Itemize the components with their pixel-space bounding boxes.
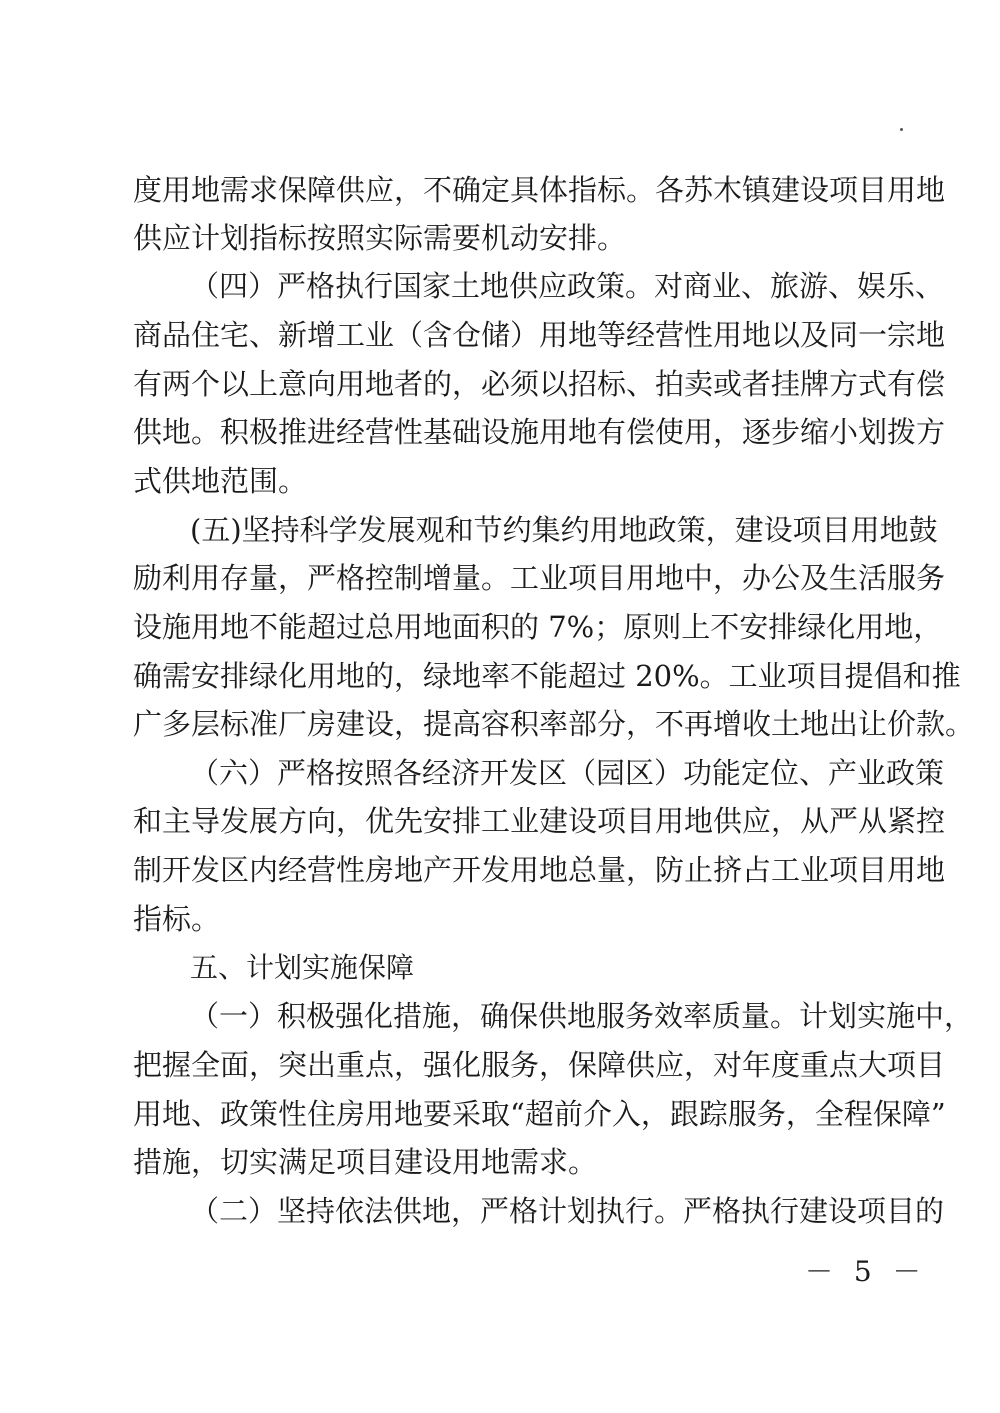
paragraph-line: 供应计划指标按照实际需要机动安排。 [133, 221, 627, 255]
paragraph-line: 确需安排绿化用地的，绿地率不能超过 20%。工业项目提倡和推 [133, 659, 961, 693]
paragraph-line: 制开发区内经营性房地产开发用地总量，防止挤占工业项目用地 [133, 853, 946, 887]
paragraph-line: 有两个以上意向用地者的，必须以招标、拍卖或者挂牌方式有偿 [133, 367, 946, 401]
paragraph-line: 和主导发展方向，优先安排工业建设项目用地供应，从严从紧控 [133, 804, 946, 838]
scan-speck [900, 128, 903, 131]
paragraph-line: （六）严格按照各经济开发区（园区）功能定位、产业政策 [190, 756, 945, 790]
paragraph-line: （二）坚持依法供地，严格计划执行。严格执行建设项目的 [190, 1194, 945, 1228]
paragraph-line: (五)坚持科学发展观和节约集约用地政策，建设项目用地鼓 [190, 513, 938, 547]
page-number: － 5 － [805, 1255, 927, 1288]
paragraph-line: 广多层标准厂房建设，提高容积率部分，不再增收土地出让价款。 [133, 707, 975, 741]
paragraph-line: 设施用地不能超过总用地面积的 7%；原则上不安排绿化用地， [133, 610, 943, 644]
paragraph-line: 商品住宅、新增工业（含仓储）用地等经营性用地以及同一宗地 [133, 318, 946, 352]
paragraph-line: 励利用存量，严格控制增量。工业项目用地中，办公及生活服务 [133, 561, 946, 595]
paragraph-line: 措施，切实满足项目建设用地需求。 [133, 1145, 598, 1179]
paragraph-line: 指标。 [133, 902, 221, 936]
paragraph-line: 式供地范围。 [133, 464, 308, 498]
paragraph-line: 度用地需求保障供应，不确定具体指标。各苏木镇建设项目用地 [133, 173, 946, 207]
paragraph-line: 供地。积极推进经营性基础设施用地有偿使用，逐步缩小划拨方 [133, 415, 946, 449]
paragraph-line: （一）积极强化措施，确保供地服务效率质量。计划实施中， [190, 999, 974, 1033]
section-heading: 五、计划实施保障 [190, 951, 415, 984]
paragraph-line: 把握全面，突出重点，强化服务，保障供应，对年度重点大项目 [133, 1048, 946, 1082]
paragraph-line: （四）严格执行国家土地供应政策。对商业、旅游、娱乐、 [190, 269, 945, 303]
paragraph-line: 用地、政策性住房用地要采取“超前介入，跟踪服务，全程保障” [133, 1097, 946, 1131]
